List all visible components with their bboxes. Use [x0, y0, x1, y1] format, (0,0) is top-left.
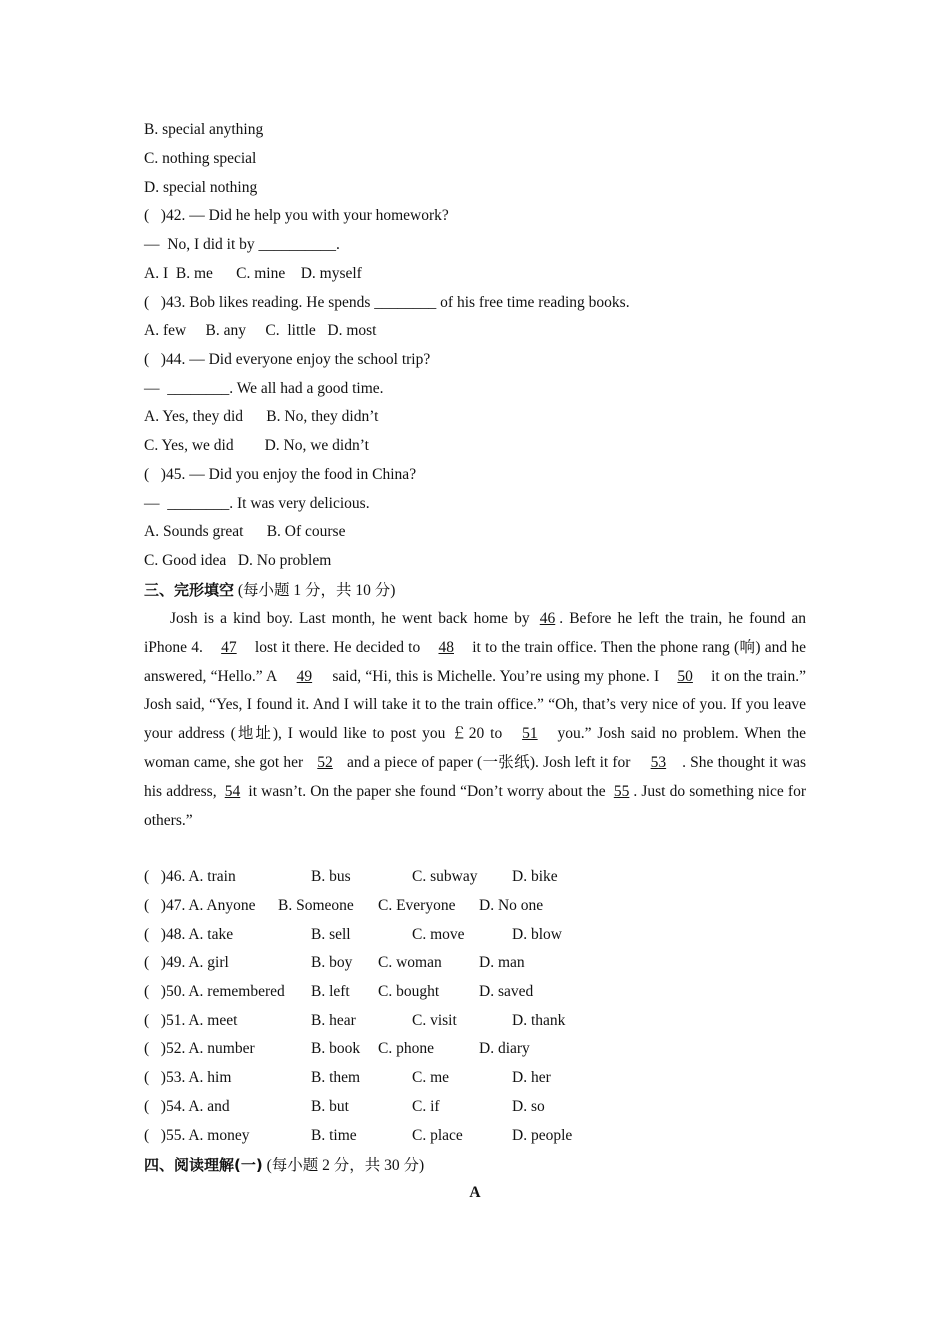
option-line: B. special anything	[144, 121, 264, 138]
option-line: C. nothing special	[144, 150, 257, 167]
option-line: D. special nothing	[144, 179, 258, 196]
question-42: ( )42. — Did he help you with your homework?	[144, 207, 449, 224]
option-line: A. few B. any C. little D. most	[144, 322, 377, 339]
option-line: A. I B. me C. mine D. myself	[144, 265, 362, 282]
answer-line: — ________. We all had a good time.	[144, 380, 384, 397]
section-heading-reading	[144, 1155, 424, 1176]
section-note: (每小题 1 分，共 10 分)	[234, 582, 396, 599]
option-line: C. Good idea D. No problem	[144, 552, 332, 569]
blank-49: 49	[296, 667, 313, 685]
blank-52: 52	[317, 753, 333, 771]
blank-48: 48	[438, 638, 454, 656]
section-heading-cloze	[144, 580, 395, 601]
question-45: ( )45. — Did you enjoy the food in China?	[144, 466, 417, 483]
answer-line: — ________. It was very delicious.	[144, 495, 370, 512]
option-line: C. Yes, we did D. No, we didn’t	[144, 437, 369, 454]
option-line: A. Yes, they did B. No, they didn’t	[144, 408, 379, 425]
blank-54: 54	[224, 782, 241, 800]
blank-53: 53	[650, 753, 667, 771]
cloze-passage: Josh is a kind boy. Last month, he went back home by 46 . Before he left the train, he found an iPhone 4. 47 lost it there. He decided to 48 it to the train office. Then the phone rang (响) and he answered, “Hello.” A 49 said, “Hi, this is Michelle. You’re using my phone. I 50 it on the train.” Josh said, “Yes, I found it. And I will take it to the train office.” “Oh, that’s very nice of you. If you leave your address (地址), I would like to post you ￡20 to 51 you.” Josh said no problem. When the woman came, she got her 52 and a piece of paper (一张纸). Josh left it for 53 . She thought it was his address, 54 it wasn’t. On the paper she found “Don’t worry about the 55 . Just do something nice for others.”	[144, 610, 807, 829]
exam-page: B. special anything C. nothing special D. special nothing ( )42. — Did he help you with your homework? — No, I did it by __________. A. I B. me C. mine D. myself ( )43. Bob likes reading. He spends ________ of his free time reading books. A. few B. any C. little D. most ( )44. — Did everyone enjoy the school trip? — ________. We all had a good time. A. Yes, they did B. No, they didn’t C. Yes, we did D. No, we didn’t ( )45. — Did you enjoy the food in China? — ________. It was very delicious. A. Sounds great B. Of course C. Good idea D. No problem 三、完形填空 (每小题 1 分，共 10 分) Josh is a kind boy. Last month, he went back home by 46 . Before he left the train, he found an iPhone 4. 47 lost it there. He decided to 48 it to the train office. Then the phone rang (响) and he answered, “Hello.” A 49 said, “Hi, this is Michelle. You’re using my phone. I 50 it on the train.” Josh said, “Yes, I found it. And I will take it to the train office.” “Oh, that’s very nice of you. If you leave your address (地址), I would like to post you ￡20 to 51 you.” Josh said no problem. When the woman came, she got her 52 and a piece of paper (一张纸). Josh left it for 53 . She thought it was his address, 54 it wasn’t. On the paper she found “Don’t worry about the 55 . Just do something nice for others.” ( )46. A. train B. bus C. subway D. bike ( )47. A. Anyone B. Someone C. Everyone D. No one ( )48. A. take B. sell C. move D. blow ( )49. A. girl B. boy C. woman D. man ( )50. A. remembered B. left C. bought D. saved ( )51. A. meet B. hear C. visit D. thank ( )52. A. number B. book C. phone D. diary ( )53. A. him B. them C. me D. her ( )54. A. and B. but C. if D. so ( )55. A. money B. time C. place D. people 四、阅读理解(一) (每小题 2 分，共 30 分) A	[0, 0, 950, 1344]
blank-51: 51	[522, 725, 538, 743]
answer-line: — No, I did it by __________.	[144, 236, 340, 253]
part-label: A	[469, 1184, 481, 1201]
blank-46: 46	[539, 610, 556, 627]
section-title: 四、阅读理解(一)	[144, 1156, 263, 1174]
blank-47: 47	[221, 638, 237, 656]
section-note: (每小题 2 分，共 30 分)	[262, 1157, 425, 1174]
blank-55: 55	[613, 782, 630, 800]
question-43: ( )43. Bob likes reading. He spends ________ of his free time reading books.	[144, 294, 630, 311]
option-line: A. Sounds great B. Of course	[144, 523, 346, 540]
blank-50: 50	[677, 667, 693, 685]
section-title: 三、完形填空	[144, 581, 235, 599]
question-44: ( )44. — Did everyone enjoy the school trip?	[144, 351, 431, 368]
